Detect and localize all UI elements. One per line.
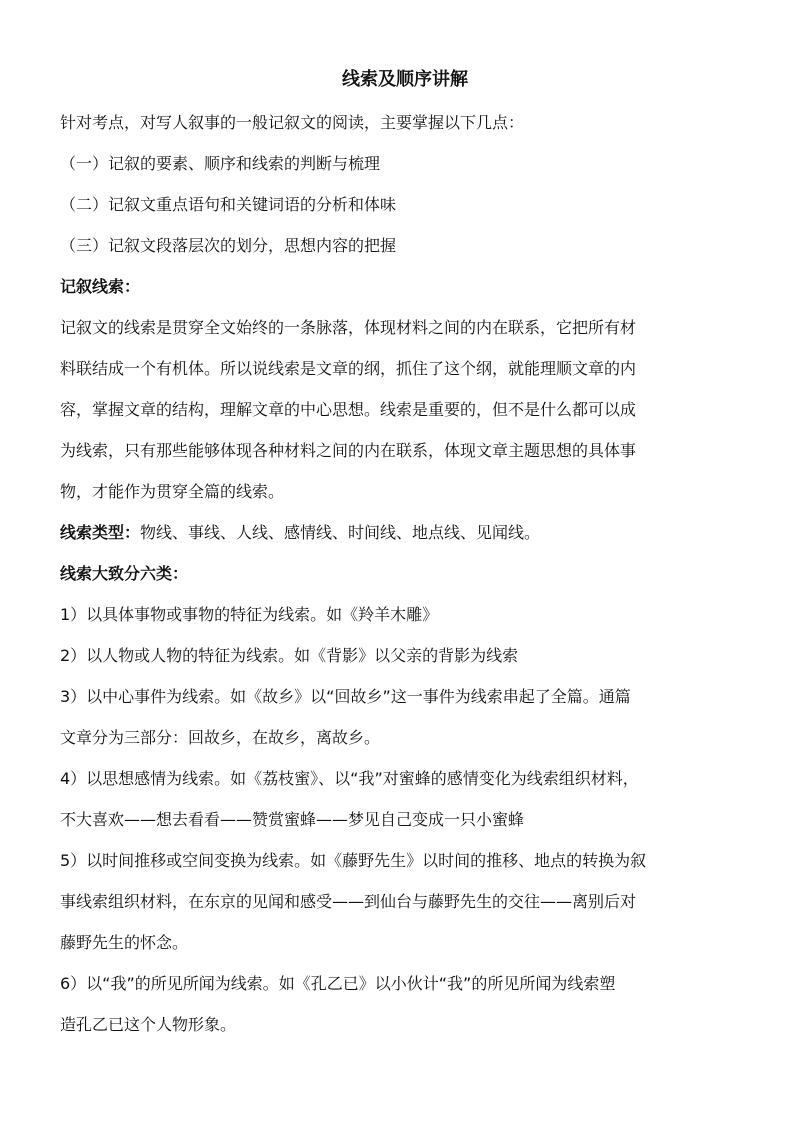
list-item-line: 2）以人物或人物的特征为线索。如《背影》以父亲的背影为线索 <box>60 646 519 665</box>
document-page <box>60 64 750 1045</box>
list-item <box>60 594 750 635</box>
list-item-line: 造孔乙已这个人物形象。 <box>60 1015 237 1034</box>
list-item-line: 4）以思想感情为线索。如《荔枝蜜》、以“我”对蜜蜂的感情变化为线索组织材料， <box>60 769 639 788</box>
clue-paragraph <box>60 307 750 512</box>
clue-paragraph-line: 物，才能作为贯穿全篇的线索。 <box>60 482 285 501</box>
document-title: 线索及顺序讲解 <box>342 69 468 90</box>
clue-paragraph-line: 记叙文的线索是贯穿全文始终的一条脉落，体现材料之间的内在联系，它把所有材 <box>60 318 637 337</box>
list-item-line: 1）以具体事物或事物的特征为线索。如《羚羊木雕》 <box>60 605 439 624</box>
clue-paragraph-line: 为线索，只有那些能够体现各种材料之间的内在联系，体现文章主题思想的具体事 <box>60 441 637 460</box>
intro-line: 针对考点，对写人叙事的一般记叙文的阅读，主要掌握以下几点： <box>60 113 525 132</box>
list-item <box>60 635 750 676</box>
point-3: （三）记叙文段落层次的划分，思想内容的把握 <box>60 236 397 255</box>
point-1: （一）记叙的要素、顺序和线索的判断与梳理 <box>60 154 381 173</box>
list-item-line: 文章分为三部分：回故乡，在故乡，离故乡。 <box>60 728 381 747</box>
clue-types-label: 线索类型： <box>60 523 141 542</box>
clue-paragraph-line: 容，掌握文章的结构，理解文章的中心思想。线索是重要的，但不是什么都可以成 <box>60 400 637 419</box>
clue-heading: 记叙线索： <box>60 277 141 296</box>
six-types-heading: 线索大致分六类： <box>60 564 189 583</box>
list-item-line: 3）以中心事件为线索。如《故乡》以“回故乡”这一事件为线索串起了全篇。通篇 <box>60 687 631 706</box>
clue-types-text: 物线、事线、人线、感情线、时间线、地点线、见闻线。 <box>140 523 541 542</box>
list-item-line: 6）以“我”的所见所闻为线索。如《孔乙已》以小伙计“我”的所见所闻为线索塑 <box>60 974 616 993</box>
list-item <box>60 963 750 1045</box>
list-item <box>60 840 750 963</box>
clue-types-line <box>60 512 750 553</box>
list-item-line: 不大喜欢——想去看看——赞赏蜜蜂——梦见自己变成一只小蜜蜂 <box>60 810 525 829</box>
clue-paragraph-line: 料联结成一个有机体。所以说线索是文章的纲，抓住了这个纲，就能理顺文章的内 <box>60 359 637 378</box>
point-2: （二）记叙文重点语句和关键词语的分析和体味 <box>60 195 397 214</box>
list-item-line: 藤野先生的怀念。 <box>60 933 189 952</box>
list-item-line: 事线索组织材料，在东京的见闻和感受——到仙台与藤野先生的交往——离别后对 <box>60 892 637 911</box>
list-item <box>60 758 750 840</box>
list-item <box>60 676 750 758</box>
list-item-line: 5）以时间推移或空间变换为线索。如《藤野先生》以时间的推移、地点的转换为叙 <box>60 851 647 870</box>
